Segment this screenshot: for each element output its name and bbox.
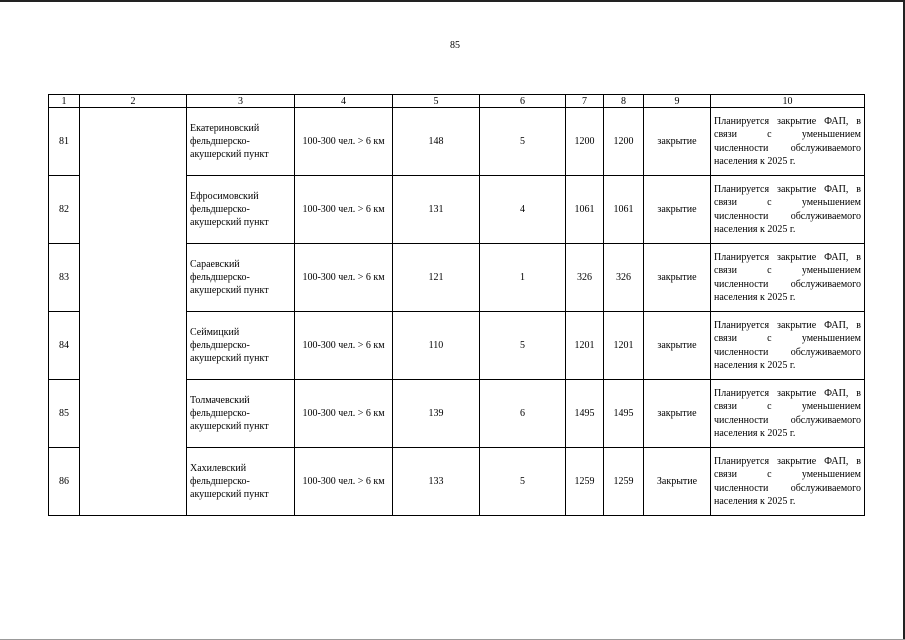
header-cell-6: 6	[480, 95, 566, 108]
table-header-row	[49, 95, 865, 108]
action-cell: Закрытие	[644, 448, 711, 516]
row-number: 83	[49, 244, 80, 312]
facility-type: 100-300 чел. > 6 км	[295, 176, 393, 244]
header-cell-4: 4	[295, 95, 393, 108]
cell-col8: 326	[604, 244, 644, 312]
note-cell: Планируется закрытие ФАП, в связи с уменьшением численности обслуживаемого населения к 2025 г.	[711, 244, 865, 312]
note-cell: Планируется закрытие ФАП, в связи с уменьшением численности обслуживаемого населения к 2025 г.	[711, 448, 865, 516]
cell-col5: 139	[393, 380, 480, 448]
cell-col5: 131	[393, 176, 480, 244]
cell-col7: 1495	[566, 380, 604, 448]
cell-col5: 121	[393, 244, 480, 312]
cell-col8: 1495	[604, 380, 644, 448]
action-cell: закрытие	[644, 312, 711, 380]
header-cell-9: 9	[644, 95, 711, 108]
table-row	[49, 108, 865, 176]
cell-col7: 1061	[566, 176, 604, 244]
row-number: 81	[49, 108, 80, 176]
header-cell-7: 7	[566, 95, 604, 108]
cell-col6: 5	[480, 108, 566, 176]
cell-col8: 1061	[604, 176, 644, 244]
cell-col6: 1	[480, 244, 566, 312]
row-number: 85	[49, 380, 80, 448]
facility-name: Сараевский фельдшерско-акушерский пункт	[187, 244, 295, 312]
cell-col6: 6	[480, 380, 566, 448]
action-cell: закрытие	[644, 176, 711, 244]
cell-col5: 148	[393, 108, 480, 176]
header-cell-10: 10	[711, 95, 865, 108]
action-cell: закрытие	[644, 108, 711, 176]
facility-type: 100-300 чел. > 6 км	[295, 108, 393, 176]
cell-col7: 326	[566, 244, 604, 312]
action-cell: закрытие	[644, 380, 711, 448]
header-cell-5: 5	[393, 95, 480, 108]
cell-col7: 1259	[566, 448, 604, 516]
cell-col8: 1259	[604, 448, 644, 516]
header-cell-2: 2	[80, 95, 187, 108]
cell-col6: 5	[480, 312, 566, 380]
scan-border-top	[0, 0, 905, 2]
header-cell-3: 3	[187, 95, 295, 108]
cell-col6: 4	[480, 176, 566, 244]
facility-name: Ефросимовский фельдшерско-акушерский пункт	[187, 176, 295, 244]
note-cell: Планируется закрытие ФАП, в связи с уменьшением численности обслуживаемого населения к 2025 г.	[711, 108, 865, 176]
note-cell: Планируется закрытие ФАП, в связи с уменьшением численности обслуживаемого населения к 2025 г.	[711, 312, 865, 380]
row-number: 86	[49, 448, 80, 516]
facility-name: Хахилевский фельдшерско-акушерский пункт	[187, 448, 295, 516]
note-cell: Планируется закрытие ФАП, в связи с уменьшением численности обслуживаемого населения к 2025 г.	[711, 176, 865, 244]
header-cell-1: 1	[49, 95, 80, 108]
cell-col8: 1201	[604, 312, 644, 380]
facility-name: Толмачевский фельдшерско-акушерский пункт	[187, 380, 295, 448]
facility-type: 100-300 чел. > 6 км	[295, 312, 393, 380]
header-cell-8: 8	[604, 95, 644, 108]
cell-col7: 1201	[566, 312, 604, 380]
facility-table	[48, 94, 865, 516]
facility-type: 100-300 чел. > 6 км	[295, 380, 393, 448]
cell-col8: 1200	[604, 108, 644, 176]
merged-empty-cell	[80, 108, 187, 516]
action-cell: закрытие	[644, 244, 711, 312]
cell-col5: 110	[393, 312, 480, 380]
note-cell: Планируется закрытие ФАП, в связи с уменьшением численности обслуживаемого населения к 2025 г.	[711, 380, 865, 448]
cell-col6: 5	[480, 448, 566, 516]
page-number: 85	[450, 40, 460, 51]
facility-name: Сеймицкий фельдшерско-акушерский пункт	[187, 312, 295, 380]
cell-col5: 133	[393, 448, 480, 516]
row-number: 82	[49, 176, 80, 244]
facility-name: Екатериновский фельдшерско-акушерский пункт	[187, 108, 295, 176]
row-number: 84	[49, 312, 80, 380]
facility-type: 100-300 чел. > 6 км	[295, 448, 393, 516]
cell-col7: 1200	[566, 108, 604, 176]
facility-type: 100-300 чел. > 6 км	[295, 244, 393, 312]
